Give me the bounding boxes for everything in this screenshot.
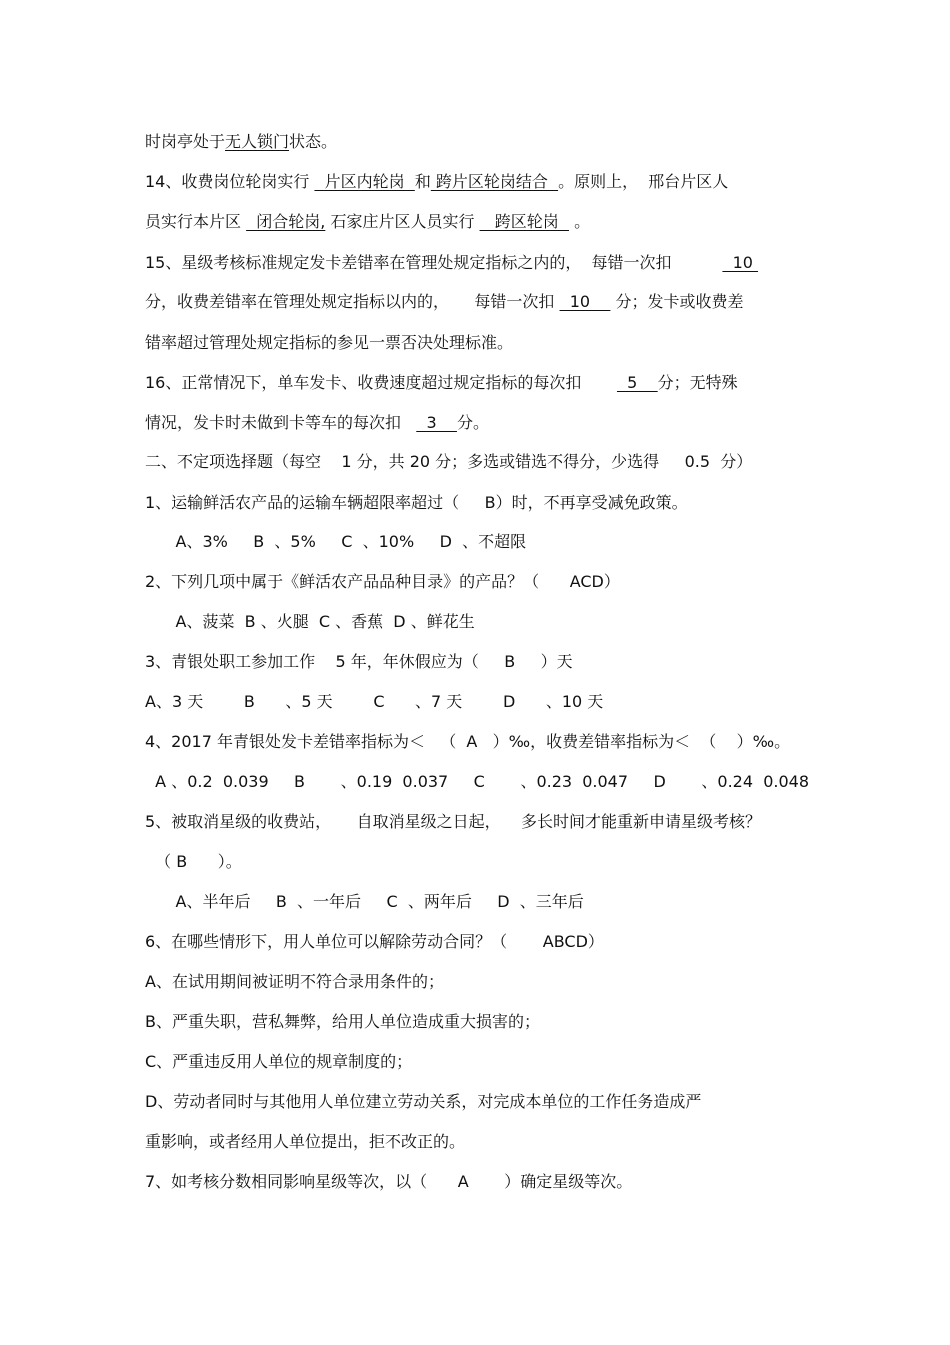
text-line (145, 373, 738, 393)
text-segment: 4、2017 年青银处发卡差错率指标为＜ （ A ）‰，收费差错率指标为＜ （ ）‰。 (145, 732, 791, 751)
filled-blank: 5 (616, 373, 658, 392)
text-line (145, 333, 513, 353)
text-segment: 2、下列几项中属于《鲜活农产品品种目录》的产品？（ ACD） (145, 572, 620, 591)
text-segment: A 、0.2 0.039 B 、0.19 0.037 C 、0.23 0.047 D 、0.24 0.048 (145, 772, 809, 791)
filled-blank: 无人锁门 (225, 132, 290, 151)
text-segment: 分。 (456, 413, 489, 432)
text-line (145, 1052, 412, 1072)
text-line (145, 493, 688, 513)
text-line (145, 1132, 465, 1152)
text-line (145, 652, 573, 672)
text-line (145, 812, 761, 832)
filled-blank: 3 (416, 413, 457, 432)
text-segment: 3、青银处职工参加工作 5 年，年休假应为（ B ）天 (145, 652, 573, 671)
text-segment: 和 (414, 172, 431, 191)
text-segment: A、半年后 B 、一年后 C 、两年后 D 、三年后 (145, 892, 584, 911)
text-segment: 16、正常情况下，单车发卡、收费速度超过规定指标的每次扣 (145, 373, 617, 392)
text-segment: B、严重失职，营私舞弊，给用人单位造成重大损害的； (145, 1012, 540, 1031)
text-segment: 状态。 (289, 132, 338, 151)
text-segment: D、劳动者同时与其他用人单位建立劳动关系，对完成本单位的工作任务造成严 (145, 1092, 702, 1111)
text-line (145, 1092, 701, 1112)
text-segment: 14、收费岗位轮岗实行 (145, 172, 315, 191)
filled-blank: 闭合轮岗, (246, 212, 326, 231)
text-line (145, 732, 790, 752)
text-line (145, 1172, 632, 1192)
text-line (145, 253, 758, 273)
text-line (145, 532, 526, 552)
text-segment: 二、不定项选择题（每空 1 分，共 20 分；多选或错选不得分，少选得 0.5 分） (145, 452, 753, 471)
text-line (145, 132, 337, 152)
text-line (145, 972, 444, 992)
text-segment: 重影响，或者经用人单位提出，拒不改正的。 (145, 1132, 466, 1151)
text-segment: 6、在哪些情形下，用人单位可以解除劳动合同？（ ABCD） (145, 932, 604, 951)
text-segment: 分；发卡或收费差 (610, 292, 744, 311)
filled-blank: 片区内轮岗 (314, 172, 415, 191)
text-segment: A、3 天 B 、5 天 C 、7 天 D 、10 天 (145, 692, 604, 711)
text-segment: 员实行本片区 (145, 212, 247, 231)
text-line (145, 772, 809, 792)
text-segment: 分；无特殊 (657, 373, 738, 392)
text-segment: 5、被取消星级的收费站， 自取消星级之日起， 多长时间才能重新申请星级考核？ (145, 812, 761, 831)
text-segment: （ B ）。 (145, 852, 242, 871)
text-segment: 情况，发卡时未做到卡等车的每次扣 (145, 413, 417, 432)
filled-blank: 10 (722, 253, 759, 272)
text-line (145, 1012, 540, 1032)
text-segment: 分，收费差错率在管理处规定指标以内的， 每错一次扣 (145, 292, 560, 311)
filled-blank: 10 (559, 292, 611, 311)
text-segment: 7、如考核分数相同影响星级等次，以（ A ）确定星级等次。 (145, 1172, 633, 1191)
text-segment: C、严重违反用人单位的规章制度的； (145, 1052, 413, 1071)
text-segment: 错率超过管理处规定指标的参见一票否决处理标准。 (145, 333, 514, 352)
text-segment: 。 (568, 212, 591, 231)
text-line (145, 892, 584, 912)
text-segment: 时岗亭处于 (145, 132, 226, 151)
text-line (145, 932, 604, 952)
text-segment: A、在试用期间被证明不符合录用条件的； (145, 972, 444, 991)
text-segment: 1、运输鲜活农产品的运输车辆超限率超过（ B）时，不再享受减免政策。 (145, 493, 688, 512)
text-segment: A、3% B 、5% C 、10% D 、不超限 (145, 532, 527, 551)
text-line (145, 413, 489, 433)
text-segment: A、菠菜 B 、火腿 C 、香蕉 D 、鲜花生 (145, 612, 475, 631)
text-segment: 石家庄片区人员实行 (325, 212, 480, 231)
text-line (145, 212, 590, 232)
text-line (145, 452, 752, 472)
text-segment: 。原则上， 邢台片区人 (558, 172, 729, 191)
text-line (145, 692, 603, 712)
text-segment: 15、星级考核标准规定发卡差错率在管理处规定指标之内的， 每错一次扣 (145, 253, 723, 272)
text-line (145, 572, 620, 592)
text-line (145, 172, 728, 192)
filled-blank: 跨区轮岗 (479, 212, 569, 231)
text-line (145, 852, 242, 872)
text-line (145, 292, 744, 312)
text-line (145, 612, 475, 632)
filled-blank: 跨片区轮岗结合 (430, 172, 559, 191)
